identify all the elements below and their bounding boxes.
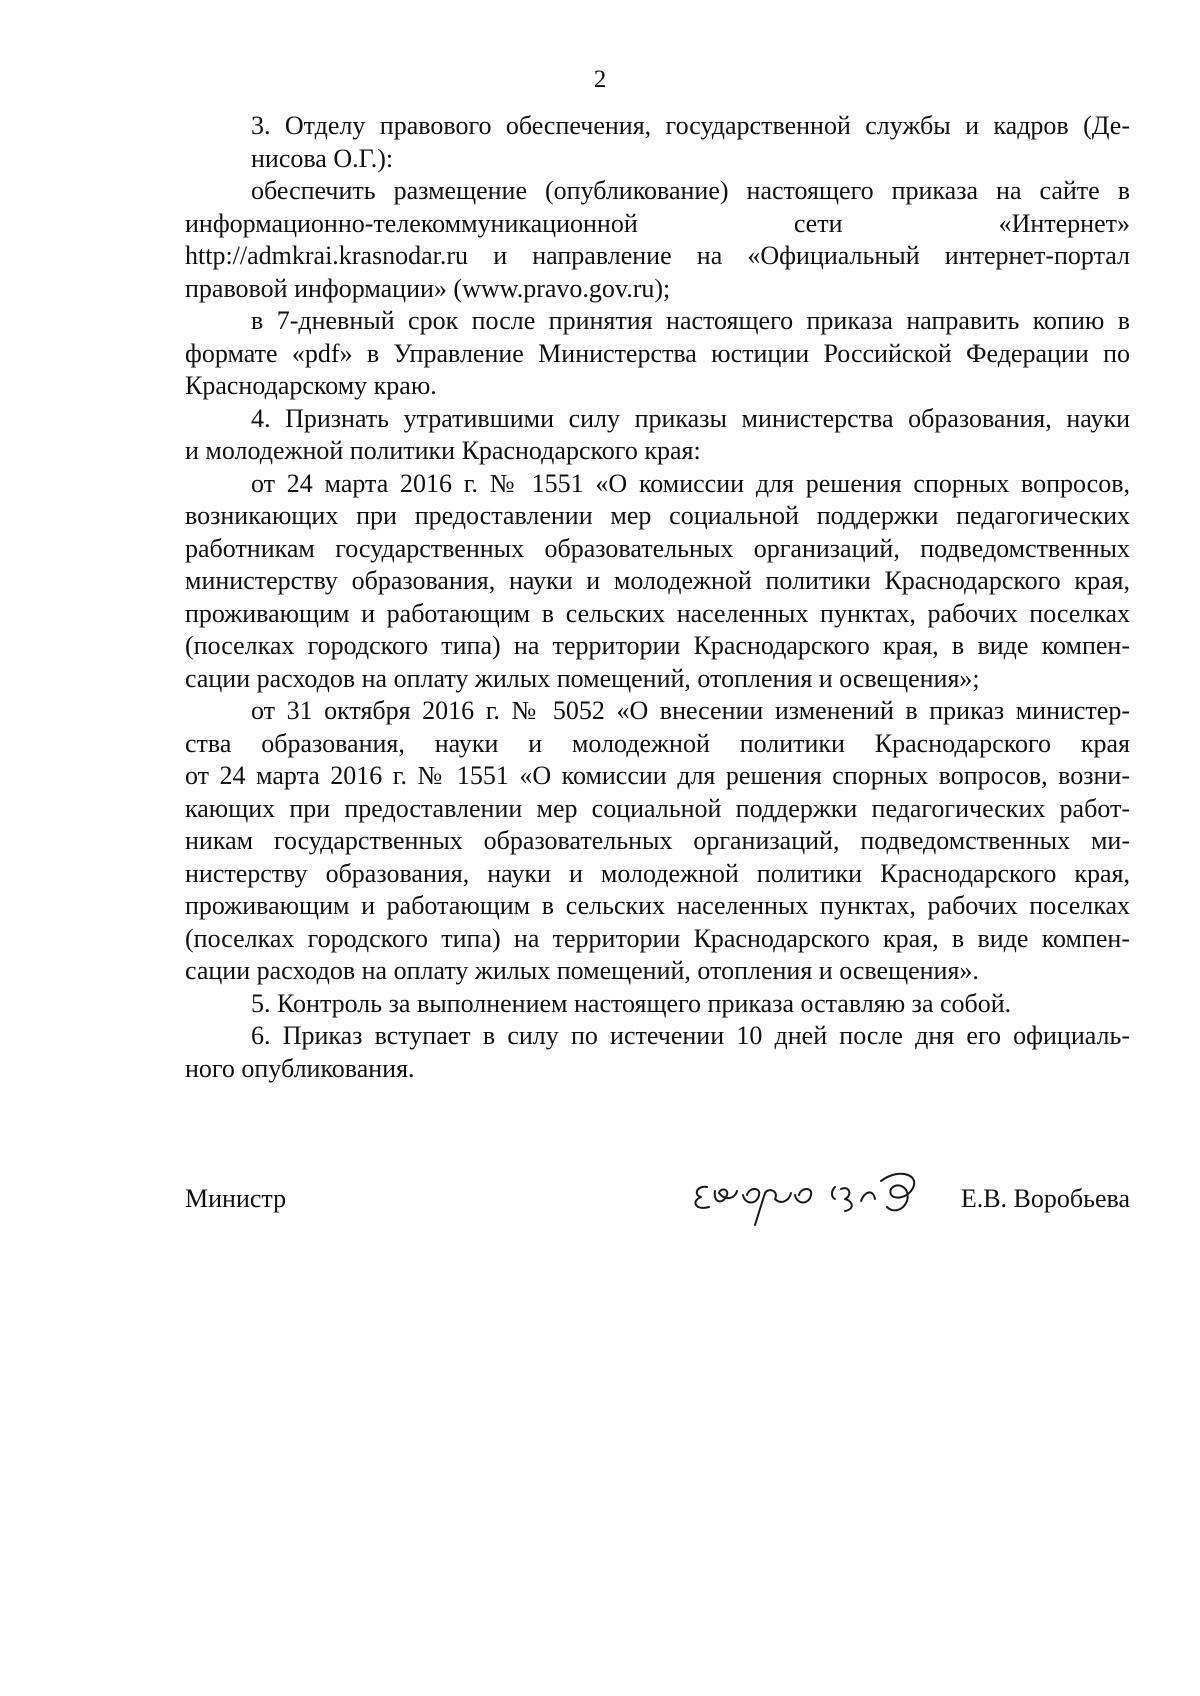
signatory-title: Министр [185, 1184, 287, 1213]
text-line: правовой информации» (www.pravo.gov.ru); [185, 273, 671, 303]
paragraph-item-3 [185, 110, 1130, 175]
text-line: в 7-дневный срок после принятия настоящего приказа направить копию в [251, 306, 1130, 335]
paragraph-item-4 [185, 403, 1130, 468]
text-line: нистерству образования, науки и молодежной политики Краснодарского края, [185, 858, 1130, 888]
text-line: никам государственных образовательных организаций, подведомственных ми- [185, 826, 1130, 855]
signature-block [185, 1175, 1130, 1235]
text-line: от 24 марта 2016 г. № 1551 «О комиссии для решения спорных вопросов, возни- [185, 761, 1130, 790]
text-line: обеспечить размещение (опубликование) настоящего приказа на сайте в [251, 176, 1130, 205]
text-line: информационно-телекоммуникационной сети «Интернет» [185, 208, 1130, 238]
paragraph-pdf-copy [185, 305, 1130, 403]
signatory-name: Е.В. Воробьева [960, 1184, 1130, 1213]
text-line: (поселках городского типа) на территории Краснодарского края, в виде компен- [185, 631, 1130, 660]
paragraph-item-5 [185, 988, 1130, 1021]
paragraph-item-6 [185, 1020, 1130, 1085]
text-line: от 24 марта 2016 г. № 1551 «О комиссии для решения спорных вопросов, [251, 468, 1130, 498]
text-line: и молодежной политики Краснодарского края: [185, 436, 701, 465]
text-line: 6. Приказ вступает в силу по истечении 10 дней после дня его официаль- [251, 1021, 1130, 1050]
text-line: http://admkrai.krasnodar.ru и направление на «Официальный интернет-портал [185, 241, 1130, 270]
text-line: 3. Отделу правового обеспечения, государственной службы и кадров (Де- [251, 111, 1130, 140]
paragraph-publication [185, 175, 1130, 305]
text-line: формате «pdf» в Управление Министерства юстиции Российской Федерации по [185, 338, 1130, 368]
text-line: сации расходов на оплату жилых помещений, отопления и освещения». [185, 956, 979, 985]
text-line: ного опубликования. [185, 1053, 415, 1083]
text-line: возникающих при предоставлении мер социальной поддержки педагогических [185, 501, 1130, 530]
text-line: 4. Признать утратившими силу приказы министерства образования, науки [251, 403, 1130, 433]
text-line: 5. Контроль за выполнением настоящего приказа оставляю за собой. [251, 988, 1012, 1018]
paragraph-order-5052 [185, 695, 1130, 988]
text-line: проживающим и работающим в сельских населенных пунктах, рабочих поселках [185, 598, 1130, 628]
text-line: министерству образования, науки и молодежной политики Краснодарского края, [185, 566, 1130, 595]
text-line: нисова О.Г.): [251, 143, 394, 173]
handwritten-signature [685, 1161, 945, 1231]
text-line: сации расходов на оплату жилых помещений, отопления и освещения»; [185, 663, 980, 693]
text-line: ства образования, науки и молодежной политики Краснодарского края [185, 728, 1130, 758]
text-line: работникам государственных образовательных организаций, подведомственных [185, 533, 1130, 563]
page-number: 2 [593, 66, 607, 93]
paragraph-order-1551 [185, 468, 1130, 696]
text-line: (поселках городского типа) на территории Краснодарского края, в виде компен- [185, 923, 1130, 953]
document-body [185, 110, 1130, 1085]
text-line: Краснодарскому краю. [185, 371, 437, 400]
text-line: проживающим и работающим в сельских населенных пунктах, рабочих поселках [185, 891, 1130, 920]
text-line: от 31 октября 2016 г. № 5052 «О внесении изменений в приказ министер- [251, 696, 1130, 725]
text-line: кающих при предоставлении мер социальной поддержки педагогических работ- [185, 793, 1130, 823]
